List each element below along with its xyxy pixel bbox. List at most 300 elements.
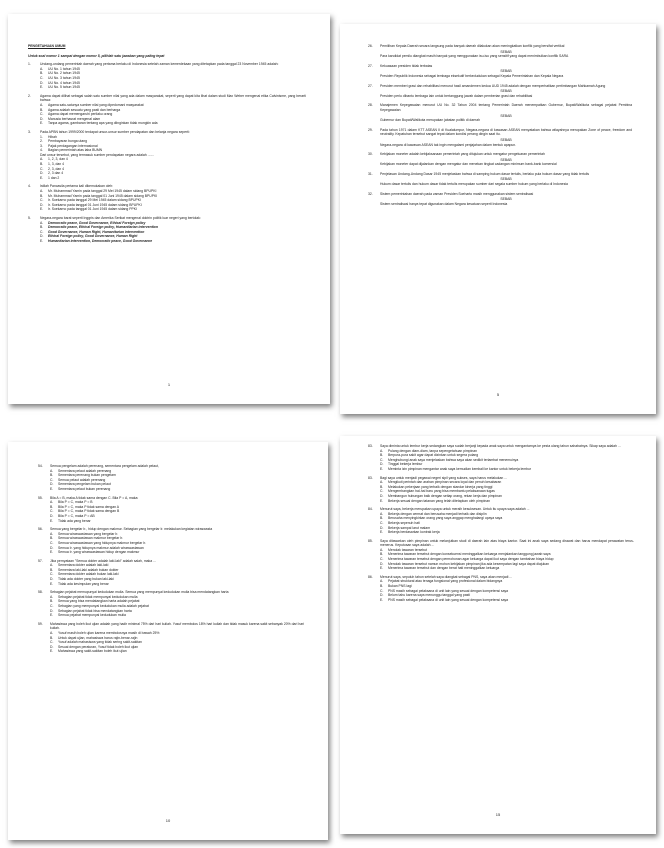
question-item — [368, 172, 632, 188]
option-text: Tidak ada dokter yang bukan laki-laki — [58, 577, 114, 582]
option-text: Bukan PNS lagi — [388, 584, 412, 589]
question-text: Semua yang bergelar Ir., hidup dengan makmur. Sebagian yang bergelar Ir. melakukan kegiatan wiraswasta — [50, 527, 213, 532]
option-letter: D. — [380, 525, 384, 530]
option-letter: E. — [50, 550, 54, 555]
question-item — [368, 84, 632, 100]
question-body — [380, 192, 632, 208]
option-letter: C. — [50, 540, 54, 545]
option-text: 2, 3, dan 4 — [48, 166, 65, 171]
option-text: PNS masih sebagai pelaksana di unit lain yang sesuai dengan kompetensi saya — [388, 588, 509, 593]
option-letter: B. — [40, 193, 44, 198]
option-letter: A. — [50, 531, 54, 536]
option-text: Semua wiraswastawan makmur bergelar Ir. — [58, 536, 124, 541]
option-text: Tidak ada yang benar — [58, 518, 91, 523]
option-letter: E. — [50, 518, 54, 523]
option-letter: D. — [380, 593, 384, 598]
option-letter: C. — [380, 457, 384, 462]
option-text: Bila P = C, maka P tidak sama dengan A — [58, 504, 120, 509]
instruction-text: Untuk soal nomor 1 sampai dengan nomor 5, pilihlah satu jawaban yang paling tepat — [28, 53, 165, 58]
option-letter: D. — [40, 116, 44, 121]
option-letter: A. — [40, 102, 44, 107]
option-text: Mengembangkan hal-hal baru yang bisa membantu pelaksanaan tugas — [388, 489, 495, 494]
option-text: Sementara perenang bukan pengelam — [58, 473, 116, 478]
option-text: Tinggal bekerja lembur — [388, 462, 423, 467]
page-number: 5 — [496, 392, 500, 398]
option-letter: B. — [380, 453, 384, 458]
question-number: 30. — [368, 152, 373, 157]
option-text: Agama satu-satunya sumber nilai yang dipedomani masyarakat — [48, 102, 144, 107]
question-text: Saya ditawarkan oleh pimpinan untuk melanjutkan studi di daerah lain atas biaya kantor. Saat ini anak saya sedang dirawat dan harus mendapat perawatan terus-menerus. Keputusan saya adalah ... — [380, 538, 634, 548]
page-number: 1 — [167, 382, 171, 388]
option-text: Semua pejabat mempunyai kedudukan mulia — [58, 613, 126, 618]
statement-text: Kebijakan moneter adalah kebijaksanaan pemerintah yang ditujukan untuk mengatur pengeluaran pemerintah — [380, 152, 545, 157]
option-text: Belum tahu karena saya menunggu tanggal yang pasti — [388, 593, 470, 598]
question-text: Istilah Pancasila pertama kali dikemukakan oleh: — [40, 184, 114, 189]
option-text: Pejabat struktural atau tenaga fungsional yang profesional dalam bidangnya — [388, 579, 503, 584]
question-body — [50, 527, 304, 555]
question-text: Pada APBN tahun 1999/2000 terdapat unsur-unsur sumber pendapatan dan belanja negara seperti: — [40, 129, 190, 134]
answer-option — [40, 176, 306, 181]
question-body — [380, 476, 634, 504]
question-body — [40, 184, 306, 212]
question-body — [40, 62, 306, 90]
question-item — [38, 496, 304, 524]
answer-option — [50, 613, 304, 618]
option-letter: D. — [380, 462, 384, 467]
answer-option — [380, 598, 634, 603]
option-letter: B. — [40, 162, 44, 167]
option-letter: E. — [40, 85, 44, 90]
option-text: Melakukan pekerjaan yang terbaik dengan standar kinerja yang tinggi — [388, 484, 493, 489]
answer-option — [380, 499, 634, 504]
question-item — [28, 216, 306, 244]
question-number: 83. — [368, 444, 373, 448]
option-text: Sementara pelaut adalah perenang — [58, 468, 112, 473]
statement-text: Presiden Republik Indonesia sebagai lembaga eksekutif berkedudukan sebagai Kepala Pemerintahan dan Kepala Negara — [380, 73, 564, 78]
option-letter: C. — [40, 166, 44, 171]
option-text: Hibah — [48, 134, 57, 139]
option-text: PNS masih sebagai pelaksana di unit lain yang sesuai dengan kompetensi saya — [388, 597, 509, 602]
answer-option — [40, 239, 306, 244]
option-letter: B. — [50, 473, 54, 478]
question-item — [368, 64, 632, 80]
statement-text: Presiden memberi grasi dan rehabilitasi menurut hasil amandemen kedua UUD 1945 adalah dengan memperhatikan pertimbangan Mahkamah Agung — [380, 83, 606, 88]
option-text: Berusaha menyingkirkan orang yang saya anggap menghalangi upaya saya — [388, 516, 503, 521]
option-letter: C. — [40, 75, 44, 80]
question-body — [380, 507, 634, 535]
option-text: Sementara pelaut bukan perenang — [58, 486, 111, 491]
option-text: Agama adalah sesuatu yang pasti dan berharga — [48, 107, 121, 112]
statement-text: Kebijakan moneter dapat dijalankan dengan mengatur dan menekan tingkat cadangan minimum bank-bank komersial — [380, 162, 557, 167]
option-letter: 4. — [40, 148, 43, 153]
question-number: 57. — [38, 558, 43, 563]
question-number: 1. — [28, 62, 31, 67]
question-item — [28, 62, 306, 90]
answer-option — [50, 519, 304, 524]
option-letter: B. — [40, 225, 44, 230]
option-text: Semua wiraswastawan yang bergelar Ir. — [58, 531, 119, 536]
option-text: 1, 2, 3, dan 4 — [48, 157, 68, 162]
question-item — [368, 44, 632, 60]
option-text: Tidak ada kesimpulan yang benar — [58, 581, 109, 586]
option-text: Bekerja sesuai dengan tatanan yang telah ditetapkan oleh pimpinan — [388, 498, 490, 503]
option-letter: C. — [40, 229, 44, 234]
option-text: Bekerja dengan cermat dan berusaha menjadi terbaik dan disiplin — [388, 511, 487, 516]
option-text: Yusuf adalah mahasiswa yang tidak sering sakit-sakitan — [58, 640, 142, 645]
statement-text: Pemilihan Kepala Daerah secara langsung pada banyak daerah dilakukan akan meningkatkan konflik yang bersifat vertikal — [380, 44, 565, 48]
question-list — [368, 44, 632, 207]
question-text: Negara-negara barat seperti Inggris dan Amerika Serikat mengenal doktrin politik luar negeri yang bertolak: — [40, 216, 201, 220]
option-letter: E. — [40, 121, 44, 126]
option-letter: E. — [380, 530, 384, 535]
option-text: Berpura-pura sakit agar dapat dizinkan untuk segera pulang — [388, 453, 479, 458]
answer-option — [40, 121, 306, 126]
option-text: Pajak perdagangan internasional — [48, 143, 98, 148]
option-text: Pulang dengan diam-diam, tanpa sepengetahuan pimpinan — [388, 448, 477, 453]
sebab-label: SEBAB — [500, 197, 512, 202]
option-letter: E. — [50, 649, 54, 654]
page-number: 15 — [495, 812, 501, 818]
question-list — [38, 464, 304, 654]
option-letter: C. — [40, 112, 44, 117]
option-text: Bekerja sepenuh hati — [388, 520, 420, 525]
option-text: UU No. 2 tahun 1945 — [48, 71, 80, 76]
option-letter: C. — [380, 520, 384, 525]
question-body — [380, 44, 632, 60]
statement-text: Kekuasaan presiden tidak terbatas — [380, 63, 433, 68]
question-body — [40, 216, 306, 244]
option-text: Agama dapat memengaruhi perilaku orang — [48, 112, 113, 117]
option-letter: B. — [50, 567, 54, 572]
option-text: Menghubungi anak saya menjelaskan bahwa saya akan sedikit terlambat menemuinya — [388, 457, 519, 462]
question-body — [50, 622, 304, 654]
option-letter: B. — [380, 584, 384, 589]
option-letter: A. — [40, 220, 44, 225]
question-text: Semua pengelam adalah perenang, sementara pengelam adalah pelaut, — [50, 464, 159, 468]
option-letter: 2. — [40, 139, 43, 144]
option-letter: D. — [50, 513, 54, 518]
question-number: 3. — [28, 129, 31, 134]
option-text: Semua yang bisa mendatangkan harta adalah pejabat — [58, 599, 140, 604]
option-letter: C. — [380, 588, 384, 593]
question-item — [368, 192, 632, 208]
option-letter: D. — [50, 577, 54, 582]
question-item — [368, 128, 632, 148]
statement-text: Negara-negara di kawasan ASEAN tak ingin mengalami penjajahan dalam bentuk apapun. — [380, 142, 517, 147]
statement-text: Para kandidat pemilu diangkat masih banyak yang menggunakan isu-isu yang sensitif yang dapat menimbulkan konflik SARA — [380, 54, 569, 59]
question-text: Jika pernyataan "Semua dokter adalah laki-laki" adalah salah, maka ... — [50, 558, 156, 563]
question-body — [380, 539, 634, 571]
question-number: 4. — [28, 184, 31, 189]
option-text: Yusuf masih boleh ujian karena membolosnya masih di bawah 25% — [58, 631, 160, 635]
question-number: 58. — [38, 590, 43, 595]
option-letter: A. — [40, 157, 44, 162]
option-text: Semua pelaut adalah perenang — [58, 477, 106, 482]
answer-option — [40, 207, 306, 212]
page-number: 10 — [165, 818, 171, 824]
question-body — [50, 559, 304, 587]
question-body — [380, 64, 632, 80]
option-letter: C. — [50, 640, 54, 645]
statement-text: Presiden perlu dibantu lembaga lain untuk bertanggung jawab dalam pemberian grasi dan rehabilitasi — [380, 93, 533, 98]
option-letter: B. — [40, 107, 44, 112]
question-number: 31. — [368, 171, 373, 176]
statement-text: Penjelasan Undang-Undang Dasar 1945 menjelaskan bahwa di samping hukum dasar tertulis, berlaku pula hukum dasar yang tidak tertulis — [380, 171, 590, 176]
option-text: Ethical Foreign policy, Good Governance, Human Right — [48, 234, 138, 239]
option-letter: C. — [50, 572, 54, 577]
option-letter: E. — [380, 498, 384, 503]
option-letter: A. — [380, 547, 384, 552]
question-text: Bila A = B, maka A tidak sama dengan C. Bila P = A, maka: — [50, 495, 139, 500]
sebab-label: SEBAB — [500, 113, 512, 118]
statement-text: Sistem pemerintahan daerah pada zaman Presiden Soeharto masih menggunakan sistem sentralisasi — [380, 191, 534, 196]
question-list — [368, 444, 634, 602]
option-text: Democratic peace, Ethical Foreign policy, Humanitarian intervention — [48, 225, 158, 230]
option-text: Ir. Soekarno pada tanggal 29 Mei 1945 dalam sidang BPUPKI — [48, 198, 141, 203]
option-text: Democratic peace, Good Governance, Ethical Foreign policy — [48, 220, 146, 225]
option-text: Mr. Muhammad Yamin pada tanggal 29 Mei 1945 dalam sidang BPUPKI — [48, 189, 157, 194]
option-text: UU No. 4 tahun 1945 — [48, 80, 80, 85]
question-number: 86. — [368, 574, 373, 579]
answer-option — [50, 487, 304, 492]
option-letter: E. — [50, 613, 54, 618]
option-letter: 3. — [40, 143, 43, 148]
question-body — [380, 84, 632, 100]
question-number: 5. — [28, 216, 31, 220]
question-body — [50, 590, 304, 618]
answer-option — [50, 550, 304, 555]
option-letter: E. — [50, 581, 54, 586]
question-text: Menurut saya, bekerja merupakan upaya untuk meraih kesuksesan. Untuk itu upaya saya adalah ... — [380, 507, 530, 512]
option-letter: B. — [50, 536, 54, 541]
question-number: 59. — [38, 621, 43, 626]
question-item — [368, 507, 634, 535]
option-text: Sebagian pejabat tidak bisa mendatangkan harta — [58, 608, 132, 613]
question-number: 32. — [368, 191, 373, 196]
option-letter: A. — [40, 189, 44, 194]
question-item — [368, 152, 632, 168]
answer-option — [50, 649, 304, 654]
option-letter: B. — [50, 599, 54, 604]
option-letter: C. — [40, 198, 44, 203]
statement-text: Pada tahun 1971 dalam KTT ASEAN II di Kualalumpur, Negara-negara di kawasan ASEAN menyatakan bahwa wilayahnya merupakan Zone of peace, freedom and neutrality. Kepatuhan tersebut sangat tepat dalam kondisi perang dingin saat itu. — [380, 127, 632, 137]
question-item — [368, 575, 634, 603]
option-text: Bila P = C, maka P = AB — [58, 513, 95, 518]
question-followup: Dari unsur tersebut, yang termasuk sumber pendapatan negara adalah ....... — [40, 152, 155, 157]
question-body — [50, 464, 304, 492]
option-text: Meminta izin pimpinan mengantar anak saya kemudian kembali ke kantor untuk bekerja lembur — [388, 466, 532, 471]
question-number: 27. — [368, 83, 373, 88]
question-text: Sebagian pejabat memupunyai kedudukan mulia. Semua yang mempunyai kedudukan mulia bisa mendatangkan harta — [50, 590, 229, 595]
option-letter: E. — [380, 597, 384, 602]
option-text: Good Governance, Human Right, Humanitarian intervention — [48, 229, 145, 234]
option-text: Menerima tawaran tersebut dengan konsekuensi meninggalkan keluarga menjalankan tanggung jawab saya — [388, 552, 551, 557]
option-text: Sebagian yang mempunyai kedudukan mulia adalah pejabat — [58, 604, 149, 609]
option-text: Semua Ir. yang wiraswastawan hidup dengan makmur — [58, 550, 140, 555]
option-text: Sebagian pejabat tidak mempunyai kedudukan mulia — [58, 594, 138, 599]
question-number: 56. — [38, 527, 43, 532]
question-number: 54. — [38, 464, 43, 468]
question-number: 29. — [368, 127, 373, 132]
option-text: Semua Ir. yang hidupnya makmur adalah wiraswastawan — [58, 545, 144, 550]
answer-option — [50, 582, 304, 587]
question-item — [28, 94, 306, 126]
sebab-label: SEBAB — [500, 157, 512, 162]
option-letter: A. — [380, 511, 384, 516]
option-letter: A. — [40, 66, 44, 71]
option-text: Ir. Soekarno pada tanggal 01 Juni 1945 dalam sidang PPKI — [48, 207, 137, 212]
option-letter: C. — [50, 477, 54, 482]
option-text: Mengikuti perintah dan arahan pimpinan secara loyal dan penuh kesabaran — [388, 480, 502, 485]
option-text: Menolak tawaran tersebut namun mohon kebijakan pimpinan jika ada kesempatan lagi saya dapat diajukan — [388, 561, 549, 566]
question-number: 55. — [38, 495, 43, 500]
sebab-label: SEBAB — [500, 177, 512, 182]
option-letter: B. — [380, 552, 384, 557]
option-text: Sesuai dengan peraturan, Yusuf tidak boleh ikut ujian — [58, 644, 139, 649]
option-letter: E. — [40, 238, 44, 243]
question-list — [28, 62, 306, 243]
option-text: Bekerja berdasarkan kontrak kerja — [388, 530, 440, 535]
option-letter: E. — [380, 466, 384, 471]
option-text: UU No. 3 tahun 1945 — [48, 75, 80, 80]
option-letter: D. — [40, 234, 44, 239]
option-letter: B. — [40, 71, 44, 76]
option-letter: D. — [50, 482, 54, 487]
question-text: Mahasiswa yang boleh ikut ujian adalah yang hadir minimal 75% dari hari kuliah. Yusuf membolos 18% hari kuliah dan tidak masuk karena sakit sebanyak 20% dari hari kuliah. — [50, 621, 304, 631]
answer-option — [380, 566, 634, 571]
sebab-label: SEBAB — [500, 69, 512, 74]
statement-text: Hukum dasar tertulis dan hukum dasar tidak tertulis merupakan sumber dari segala sumber hukum yang berlaku di Indonesia — [380, 182, 568, 187]
question-item — [38, 590, 304, 618]
question-text: Bagi saya untuk menjadi pegawai negeri sipil yang sukses, saya harus melakukan ... — [380, 475, 508, 480]
option-text: Menolak tawaran tersebut — [388, 547, 428, 552]
question-item — [38, 527, 304, 555]
option-letter: B. — [380, 484, 384, 489]
question-item — [38, 464, 304, 492]
option-letter: D. — [50, 644, 54, 649]
statement-text: Gubernur dan Bupati/Walikota merupakan jabatan politik di daerah — [380, 118, 480, 123]
question-number: 85. — [368, 538, 373, 543]
option-text: Mahasiswa yang sakit-sakitan boleh ikut ujian — [58, 649, 127, 654]
option-text: Untuk dapat ujian, mahasiswa harus rajin-benar-rajin — [58, 635, 138, 640]
statement-text: Manajemen Kepegawaian menurut UU No. 32 Tahun 2004 tentang Pemerintah Daerah menempatkan Gubernur, Bupati/Walikota sebagai pejabat Pembina Kepegawaian — [380, 103, 632, 112]
option-letter: D. — [380, 493, 384, 498]
statement-text: Sistem sentralisasi hanya tepat digunakan dalam Negara kesatuan seperti Indonesia — [380, 201, 508, 206]
question-item — [28, 130, 306, 181]
question-number: 27. — [368, 63, 373, 68]
option-letter: 1. — [40, 134, 43, 139]
question-text: Agama dapat dilihat sebagai salah satu sumber nilai yang ada dalam masyarakat, seperti yang dapat kita lihat dalam studi Max Weber mengenai etika Calvinisme, yang berarti bahwa: — [40, 93, 306, 103]
option-text: Menerima tawaran tersebut dengan permohonan agar keluarga dapat ikut saya dengan tambahan biaya hidup — [388, 557, 554, 562]
option-letter: C. — [50, 604, 54, 609]
section-heading: PENGETAHUAN UMUM — [28, 44, 66, 48]
sebab-label: SEBAB — [500, 137, 512, 142]
question-item — [28, 184, 306, 212]
question-item — [38, 622, 304, 654]
option-letter: B. — [50, 635, 54, 640]
option-text: Membangun hubungan baik dengan setiap orang, rekan kerja dan pimpinan — [388, 493, 502, 498]
question-body — [40, 130, 306, 181]
option-letter: A. — [50, 500, 54, 505]
question-body — [40, 94, 306, 126]
option-letter: A. — [50, 594, 54, 599]
question-body — [50, 496, 304, 524]
answer-option — [380, 467, 634, 472]
option-text: Ir. Soekarno pada tanggal 01 Juni 1945 dalam sidang BPUPKI — [48, 202, 142, 207]
option-letter: D. — [380, 561, 384, 566]
option-letter: D. — [40, 80, 44, 85]
option-text: 1 dan 2 — [48, 175, 60, 180]
option-letter: C. — [380, 489, 384, 494]
question-item — [368, 539, 634, 571]
option-text: 2, 3 dan 4 — [48, 171, 64, 176]
option-letter: A. — [50, 563, 54, 568]
option-letter: A. — [50, 468, 54, 473]
option-text: Mr. Muhammad Yamin pada tanggal 01 Juni 1945 dalam sidang BPUPKI — [48, 193, 158, 198]
option-text: Tanpa agama, gambaran tentang apa yang diinginkan tidak mungkin ada — [48, 121, 158, 126]
option-text: UU No. 5 tahun 1945 — [48, 85, 80, 90]
option-letter: E. — [40, 175, 44, 180]
document-page-1 — [8, 14, 330, 404]
option-letter: B. — [50, 504, 54, 509]
option-text: Pembayaran bunga utang — [48, 139, 88, 144]
option-letter: A. — [380, 448, 384, 453]
question-item — [368, 444, 634, 472]
question-number: 26. — [368, 44, 373, 48]
document-page-5 — [340, 24, 656, 414]
answer-option — [40, 85, 306, 90]
option-letter: E. — [50, 486, 54, 491]
option-letter: D. — [50, 545, 54, 550]
option-text: Menerima tawaran tersebut dan dengan berat hati meninggalkan keluarga — [388, 566, 500, 571]
question-number: 2. — [28, 93, 31, 98]
question-item — [368, 103, 632, 123]
question-body — [380, 444, 634, 472]
option-text: Bila P = C, maka P tidak sama dengan B — [58, 509, 120, 514]
option-text: Sementara pengelam bukan pelaut — [58, 482, 111, 487]
option-text: Sementara laki-laki adalah bukan dokter — [58, 567, 119, 572]
option-letter: C. — [380, 557, 384, 562]
sebab-label: SEBAB — [500, 49, 512, 54]
question-number: 28. — [368, 103, 373, 108]
question-number: 84. — [368, 507, 373, 512]
option-text: Bagian pemerintah atas laba BUMN — [48, 148, 103, 153]
option-text: UU No. 1 tahun 1945 — [48, 66, 80, 71]
document-page-10 — [8, 442, 328, 840]
option-letter: E. — [40, 207, 44, 212]
option-text: Manusia berhasrat mengenal alam — [48, 116, 101, 121]
option-text: Humanitarian intervention, Democratic peace, Good Governance — [48, 238, 153, 243]
answer-option — [380, 530, 634, 535]
option-letter: A. — [50, 631, 54, 635]
option-letter: A. — [380, 579, 384, 584]
question-text: Undang-undang pemerintah daerah yang pertama berlaku di Indonesia setelah zaman kemerdekaan yang ditetapkan pada tanggal 23 November 1945 adalah: — [40, 62, 279, 67]
option-letter: D. — [40, 202, 44, 207]
option-letter: B. — [380, 516, 384, 521]
question-text: Menurut saya, sepuluh tahun setelah saya diangkat sebagai PNS, saya akan menjadi ... — [380, 574, 513, 579]
option-letter: E. — [380, 566, 384, 571]
option-letter: A. — [380, 480, 384, 485]
question-item — [368, 476, 634, 504]
question-body — [380, 128, 632, 148]
question-item — [38, 559, 304, 587]
question-body — [380, 172, 632, 188]
option-letter: D. — [50, 608, 54, 613]
question-text: Saya diminta untuk lembur kerja sedangkan saya sudah berjanji kepada anak saya untuk mengantarnya ke pesta ulang tahun sahabatnya. Sikap saya adalah ... — [380, 444, 621, 448]
option-text: Bila P = C, maka P = B — [58, 500, 93, 505]
sebab-label: SEBAB — [500, 89, 512, 94]
option-text: Bekerja sampai larut malam — [388, 525, 431, 530]
